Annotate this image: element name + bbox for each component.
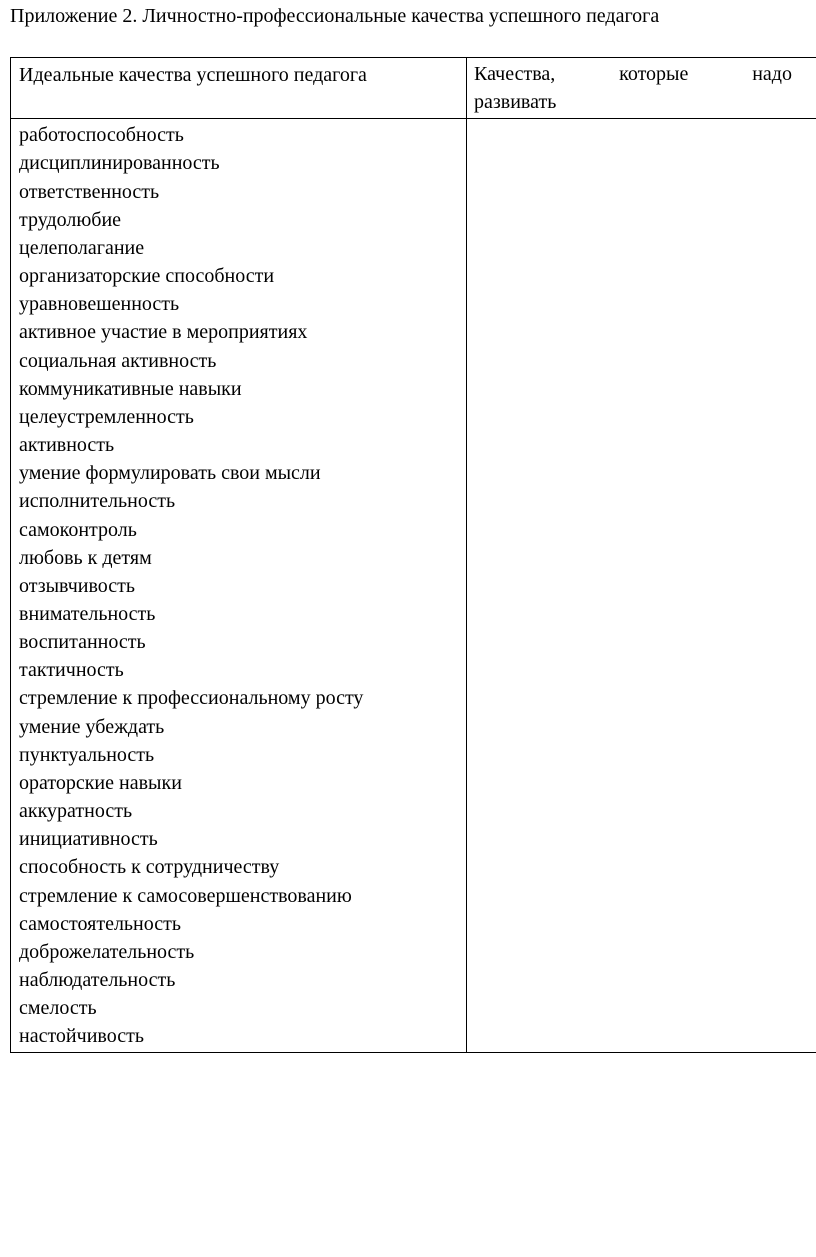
header-develop-line2: развивать bbox=[474, 91, 557, 114]
quality-item: самоконтроль bbox=[19, 518, 137, 541]
quality-item: активность bbox=[19, 434, 115, 457]
quality-item: активное участие в мероприятиях bbox=[19, 321, 308, 344]
quality-item: исполнительность bbox=[19, 490, 176, 513]
quality-item: любовь к детям bbox=[19, 546, 152, 569]
quality-item: способность к сотрудничеству bbox=[19, 856, 280, 879]
quality-item: уравновешенность bbox=[19, 293, 180, 316]
quality-item: наблюдательность bbox=[19, 969, 176, 991]
quality-item: целеполагание bbox=[19, 236, 145, 259]
header-develop-line1 bbox=[474, 60, 792, 88]
qualities-to-develop-cell[interactable] bbox=[467, 119, 816, 1053]
quality-item: организаторские способности bbox=[19, 265, 275, 288]
header-develop-word: надо bbox=[752, 63, 792, 85]
quality-item: смелость bbox=[19, 997, 97, 1020]
quality-item: стремление к профессиональному росту bbox=[19, 687, 364, 710]
quality-item: работоспособность bbox=[19, 124, 184, 147]
header-qualities-to-develop bbox=[467, 58, 816, 119]
quality-item: трудолюбие bbox=[19, 208, 122, 231]
quality-item: коммуникативные навыки bbox=[19, 377, 242, 400]
quality-item: инициативность bbox=[19, 828, 158, 851]
quality-item: тактичность bbox=[19, 659, 124, 682]
quality-item: пунктуальность bbox=[19, 743, 155, 766]
header-develop-word: Качества, bbox=[474, 63, 556, 85]
quality-item: умение убеждать bbox=[19, 715, 165, 738]
table-body-row bbox=[11, 119, 816, 1053]
qualities-table bbox=[10, 57, 816, 1053]
document-title: Приложение 2. Личностно-профессиональные качества успешного педагога bbox=[10, 5, 660, 27]
quality-item: умение формулировать свои мысли bbox=[19, 462, 321, 485]
quality-item: внимательность bbox=[19, 602, 156, 625]
quality-item: ответственность bbox=[19, 180, 160, 203]
ideal-qualities-cell bbox=[11, 119, 467, 1053]
quality-item: дисциплинированность bbox=[19, 152, 220, 175]
quality-item: социальная активность bbox=[19, 349, 217, 372]
header-develop-word: которые bbox=[619, 63, 689, 85]
quality-item: воспитанность bbox=[19, 631, 146, 654]
quality-item: аккуратность bbox=[19, 800, 133, 823]
quality-item: самостоятельность bbox=[19, 912, 181, 935]
header-ideal-qualities: Идеальные качества успешного педагога bbox=[11, 58, 467, 119]
quality-item: ораторские навыки bbox=[19, 771, 182, 794]
quality-item: целеустремленность bbox=[19, 405, 194, 428]
quality-item: отзывчивость bbox=[19, 574, 136, 597]
table-header-row bbox=[11, 58, 816, 119]
ideal-qualities-list bbox=[19, 121, 458, 1050]
quality-item: стремление к самосовершенствованию bbox=[19, 884, 352, 907]
quality-item: доброжелательность bbox=[19, 940, 195, 963]
quality-item: настойчивость bbox=[19, 1025, 144, 1048]
